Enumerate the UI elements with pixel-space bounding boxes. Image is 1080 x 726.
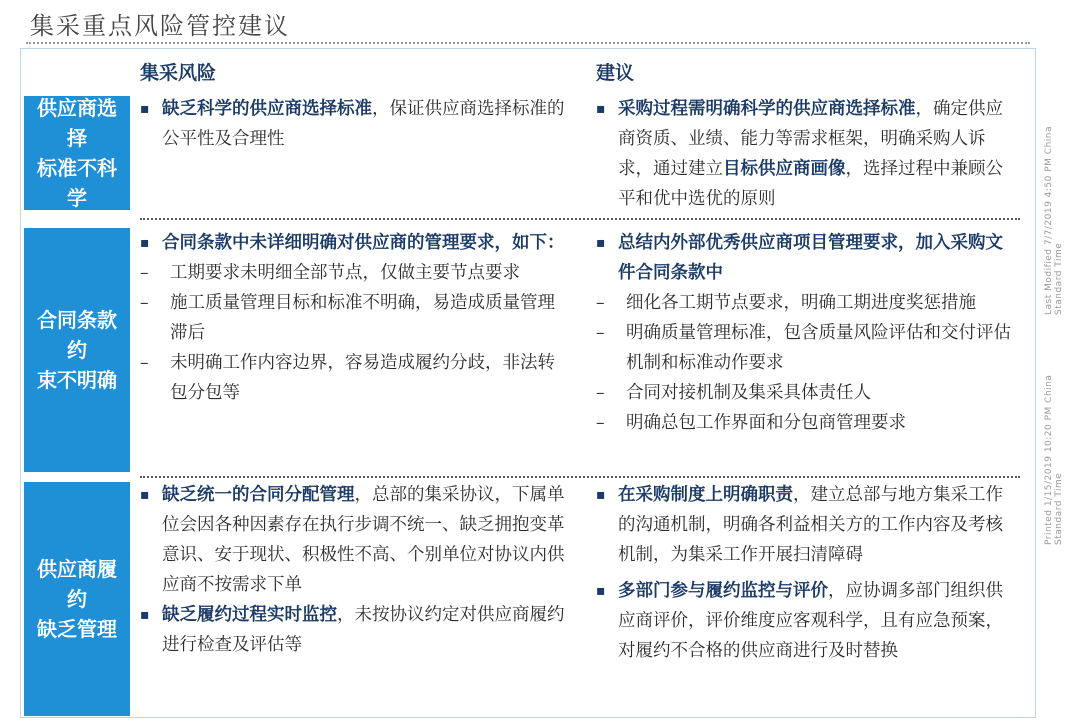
dash-icon: – <box>140 263 149 283</box>
row1-advice-cell <box>596 94 1016 214</box>
item-bold: 采购过程需明确科学的供应商选择标准 <box>618 99 916 119</box>
item-text: 未明确工作内容边界，容易造成履约分歧，非法转包分包等 <box>170 353 555 403</box>
bullet-icon: ▪ <box>596 487 606 503</box>
item-bold: 目标供应商画像 <box>723 159 846 179</box>
row-divider <box>140 476 1020 478</box>
item-text: ，应协调多部门组织供应商评价，评价维度应客观科学，且有应急预案，对履约不合格的供应商进行及时替换 <box>618 581 1003 661</box>
item-text: ，保证供应商选择标准的公平性及合理性 <box>162 99 565 149</box>
bullet-icon: ▪ <box>140 235 150 251</box>
row-label-line: 合同条款约 <box>37 308 117 362</box>
item-bold: 多部门参与履约监控与评价 <box>618 581 828 601</box>
list-item <box>140 600 572 660</box>
list-item <box>140 288 570 348</box>
item-bold: 合同条款中未详细明确对供应商的管理要求，如下： <box>162 233 565 253</box>
item-text: 工期要求未明细全部节点，仅做主要节点要求 <box>170 263 520 283</box>
list-item <box>596 378 1016 408</box>
item-text: 明确质量管理标准，包含质量风险评估和交付评估机制和标准动作要求 <box>626 323 1011 373</box>
dash-icon: – <box>596 293 605 313</box>
list-item <box>596 288 1016 318</box>
dash-icon: – <box>596 383 605 403</box>
row-label-line: 标准不科学 <box>37 156 117 210</box>
dash-icon: – <box>140 353 149 373</box>
list-item <box>140 480 572 600</box>
item-text: 施工质量管理目标和标准不明确，易造成质量管理滞后 <box>170 293 555 343</box>
row-label-supplier-performance <box>24 482 130 716</box>
row-label-line: 缺乏管理 <box>37 617 117 641</box>
list-item <box>140 258 570 288</box>
list-item <box>140 348 570 408</box>
item-bold: 缺乏履约过程实时监控 <box>162 605 337 625</box>
dash-icon: – <box>596 323 605 343</box>
bullet-icon: ▪ <box>596 101 606 117</box>
row-label-contract-terms <box>24 228 130 472</box>
item-text: ，建立总部与地方集采工作的沟通机制，明确各利益相关方的工作内容及考核机制，为集采工作开展扫清障碍 <box>618 485 1003 565</box>
list-item <box>596 94 1016 214</box>
row2-risk-cell <box>140 228 570 408</box>
item-text: 明确总包工作界面和分包商管理要求 <box>626 413 906 433</box>
bullet-icon: ▪ <box>140 487 150 503</box>
item-bold: 在采购制度上明确职责 <box>618 485 793 505</box>
bullet-icon: ▪ <box>596 235 606 251</box>
list-item <box>140 94 570 154</box>
item-text: 合同对接机制及集采具体责任人 <box>626 383 871 403</box>
item-text: 细化各工期节点要求，明确工期进度奖惩措施 <box>626 293 976 313</box>
row2-advice-cell <box>596 228 1016 438</box>
row1-risk-cell <box>140 94 570 154</box>
printed-note: Printed 1/15/2019 10:20 PM China Standard Time <box>1044 374 1064 545</box>
item-text: ，选择过程中兼顾公平和优中选优的原则 <box>618 159 1003 209</box>
row3-advice-cell <box>596 480 1016 666</box>
bullet-icon: ▪ <box>140 607 150 623</box>
bullet-icon: ▪ <box>140 101 150 117</box>
list-item <box>596 480 1016 570</box>
row-label-line: 供应商履约 <box>37 557 117 611</box>
dash-icon: – <box>596 413 605 433</box>
item-bold: 缺乏科学的供应商选择标准 <box>162 99 372 119</box>
item-text: ，未按协议约定对供应商履约进行检查及评估等 <box>162 605 565 655</box>
list-item <box>596 576 1016 666</box>
row-label-line: 束不明确 <box>37 368 117 392</box>
list-item <box>596 228 1016 288</box>
row-divider <box>140 218 1020 220</box>
row3-risk-cell <box>140 480 572 660</box>
bullet-icon: ▪ <box>596 583 606 599</box>
dash-icon: – <box>140 293 149 313</box>
list-item <box>140 228 570 258</box>
last-modified-note: Last Modified 7/7/2019 4:50 PM China Standard Time <box>1044 126 1064 315</box>
list-item <box>596 318 1016 378</box>
page-title: 集采重点风险管控建议 <box>30 12 290 40</box>
item-text: ，总部的集采协议，下属单位会因各种因素存在执行步调不统一、缺乏拥抱变革意识、安于现状、积极性不高、个别单位对协议内供应商不按需求下单 <box>162 485 565 595</box>
item-text: ，确定供应商资质、业绩、能力等需求框架，明确采购人诉求，通过建立 <box>618 99 1003 179</box>
row-label-line: 供应商选择 <box>37 96 117 150</box>
item-bold: 缺乏统一的合同分配管理 <box>162 485 355 505</box>
list-item <box>596 408 1016 438</box>
item-bold: 总结内外部优秀供应商项目管理要求，加入采购文件合同条款中 <box>618 233 1003 283</box>
advice-column-header: 建议 <box>596 62 635 84</box>
title-divider <box>26 42 1030 44</box>
risk-column-header: 集采风险 <box>140 62 217 84</box>
row-label-supplier-selection <box>24 96 130 210</box>
